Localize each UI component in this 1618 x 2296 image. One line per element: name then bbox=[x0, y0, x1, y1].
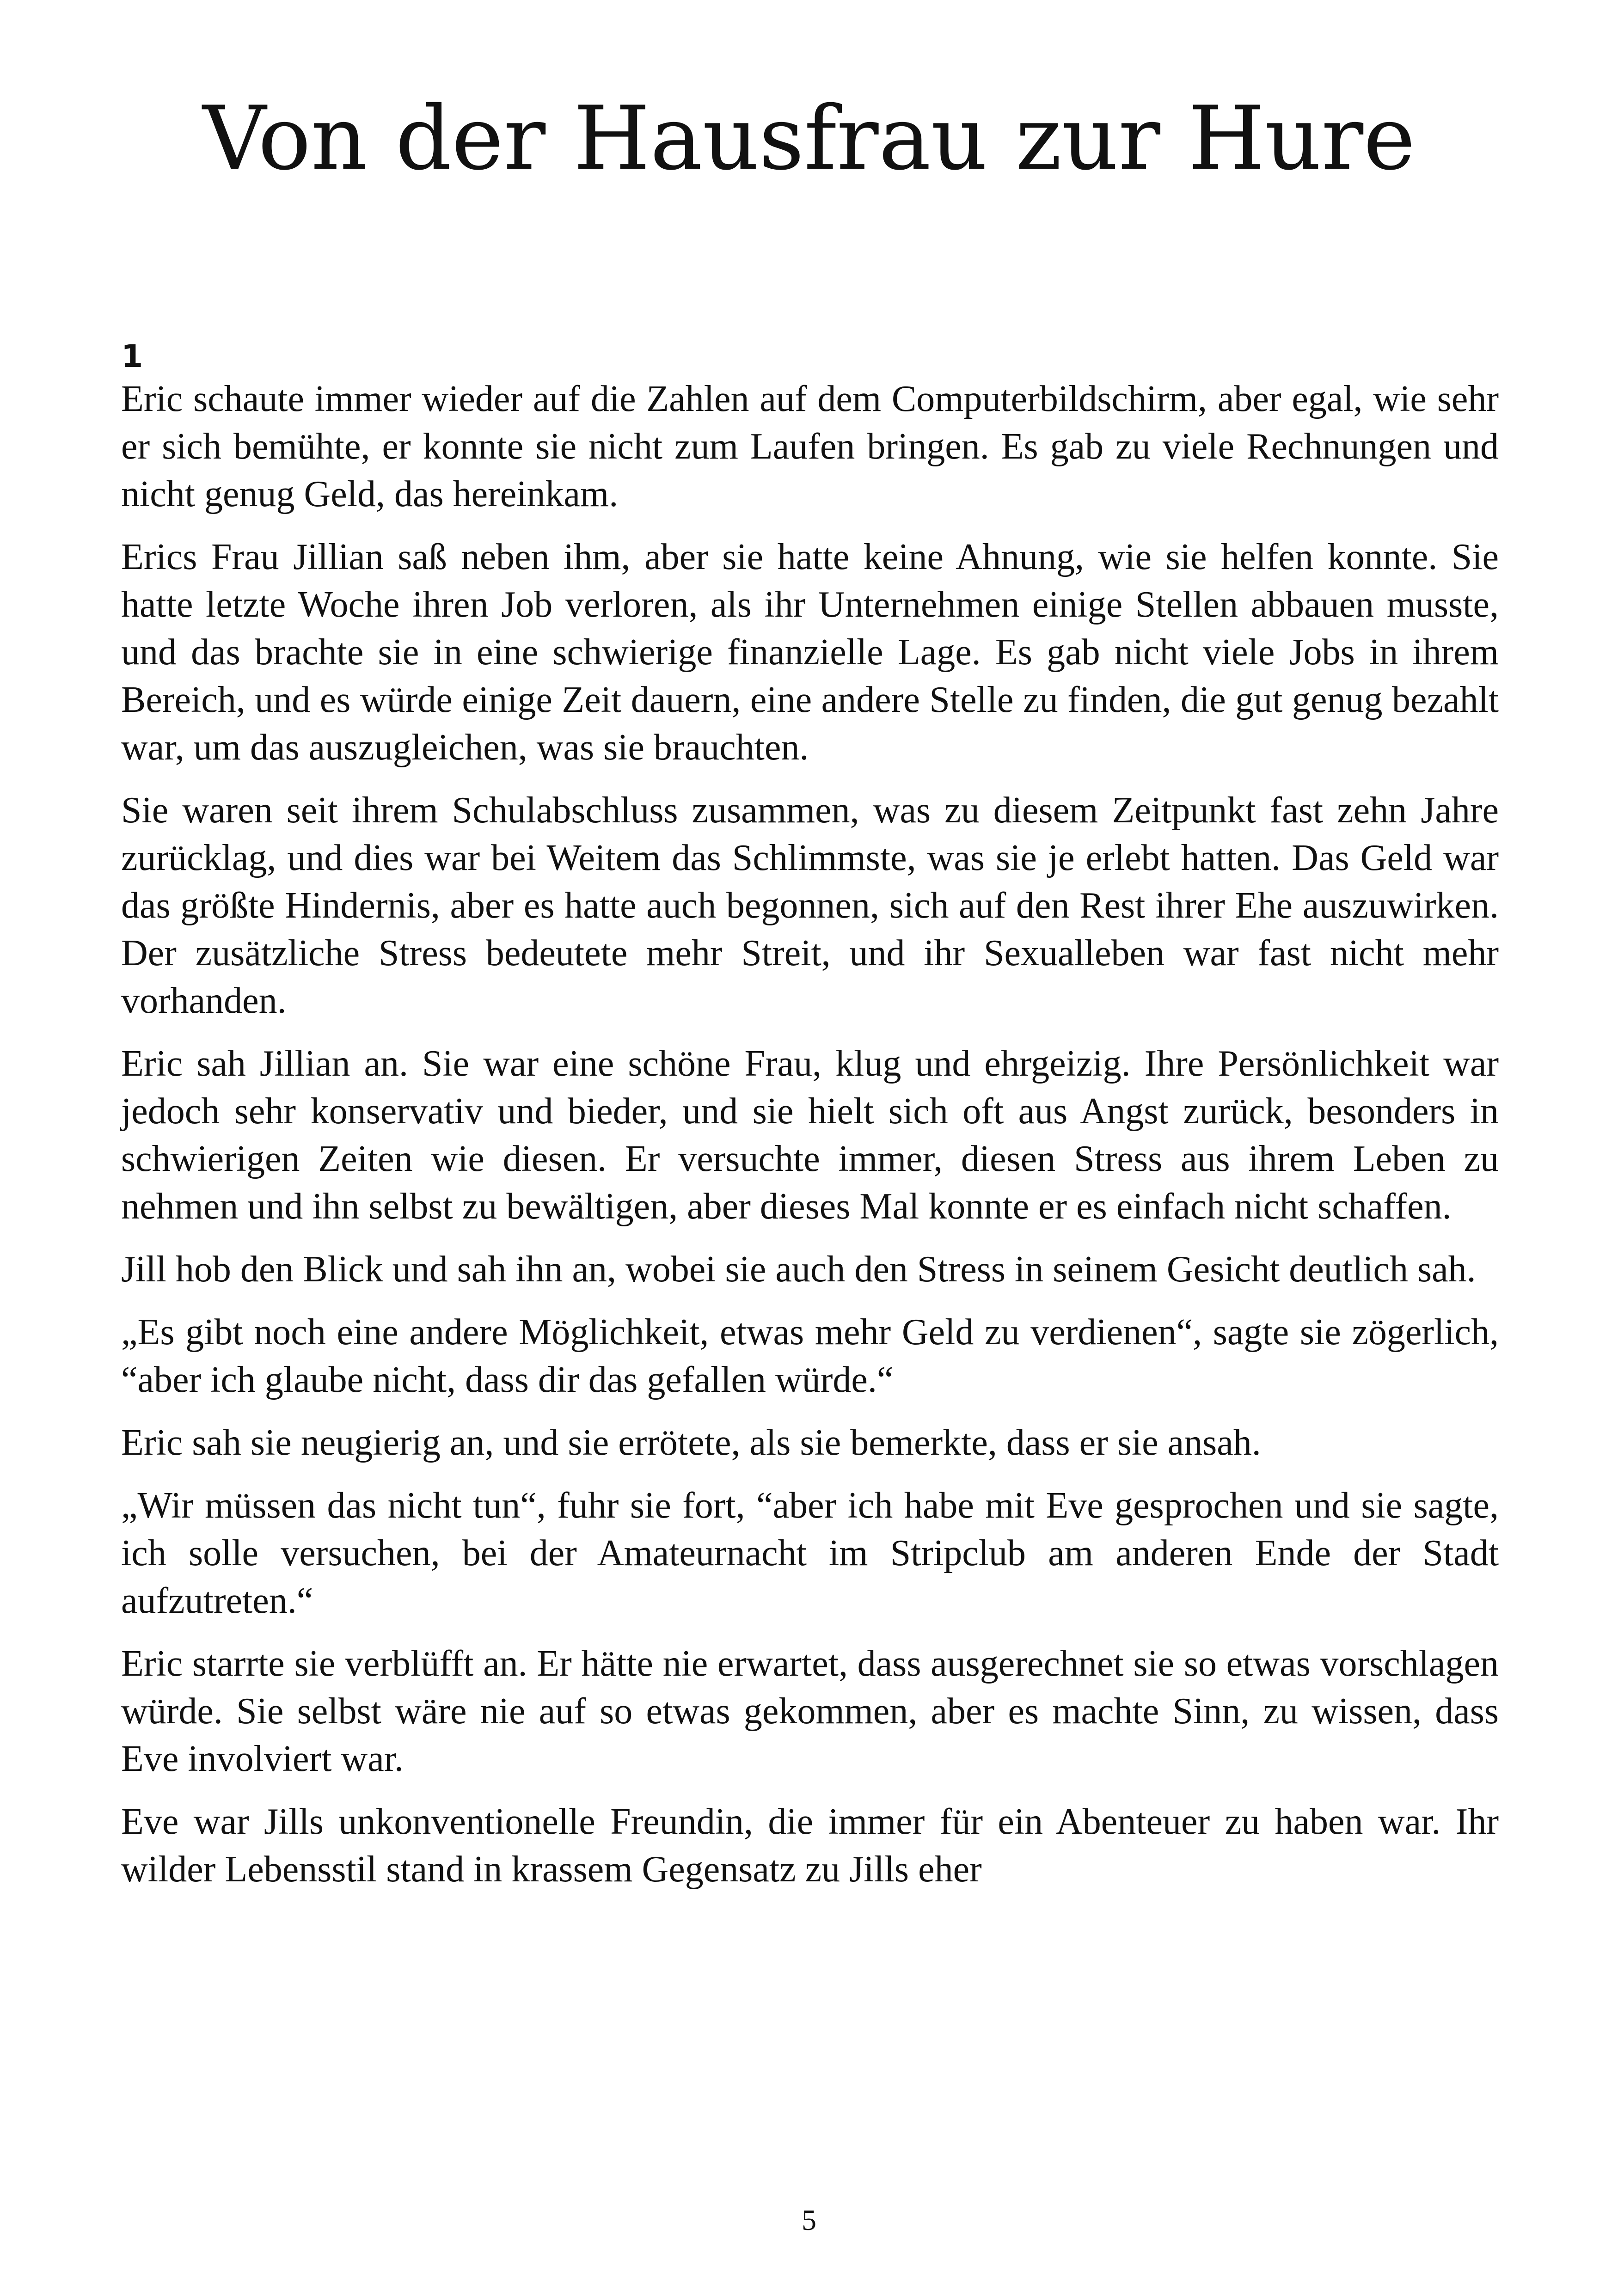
page-number: 5 bbox=[802, 2204, 816, 2236]
paragraph: Erics Frau Jillian saß neben ihm, aber sie hatte keine Ahnung, wie sie helfen konnte. Sie hatte letzte Woche ihren Job verloren, als ihr Unternehmen einige Stellen abbauen musste, und das brachte sie in eine schwierige finanzielle Lage. Es gab nicht viele Jobs in ihrem Bereich, und es würde einige Zeit dauern, eine andere Stelle zu finden, die gut genug bezahlt war, um das auszugleichen, was sie brauchten. bbox=[121, 537, 1499, 768]
paragraph: Eve war Jills unkonventionelle Freundin, die immer für ein Abenteuer zu haben war. Ihr wilder Lebensstil stand in krassem Gegensatz zu Jills eher bbox=[121, 1801, 1499, 1890]
document-title: Von der Hausfrau zur Hure bbox=[202, 87, 1416, 190]
paragraph: „Es gibt noch eine andere Möglichkeit, etwas mehr Geld zu verdienen“, sagte sie zögerlich, “aber ich glaube nicht, dass dir das gefallen würde.“ bbox=[121, 1312, 1499, 1400]
body-text bbox=[121, 375, 1499, 1909]
paragraph: Eric sah Jillian an. Sie war eine schöne Frau, klug und ehrgeizig. Ihre Persönlichkeit war jedoch sehr konservativ und bieder, und sie hielt sich oft aus Angst zurück, besonders in schwierigen Zeiten wie diesen. Er versuchte immer, diesen Stress aus ihrem Leben zu nehmen und ihn selbst zu bewältigen, aber dieses Mal konnte er es einfach nicht schaffen. bbox=[121, 1043, 1499, 1227]
chapter-number: 1 bbox=[121, 338, 143, 375]
paragraph: Eric schaute immer wieder auf die Zahlen auf dem Computerbildschirm, aber egal, wie sehr er sich bemühte, er konnte sie nicht zum Laufen bringen. Es gab zu viele Rechnungen und nicht genug Geld, das hereinkam. bbox=[121, 379, 1499, 514]
paragraph: „Wir müssen das nicht tun“, fuhr sie fort, “aber ich habe mit Eve gesprochen und sie sagte, ich solle versuchen, bei der Amateurnacht im Stripclub am anderen Ende der Stadt aufzutreten.“ bbox=[121, 1485, 1499, 1621]
paragraph: Eric starrte sie verblüfft an. Er hätte nie erwartet, dass ausgerechnet sie so etwas vorschlagen würde. Sie selbst wäre nie auf so etwas gekommen, aber es machte Sinn, zu wissen, dass Eve involviert war. bbox=[121, 1643, 1499, 1779]
paragraph: Eric sah sie neugierig an, und sie errötete, als sie bemerkte, dass er sie ansah. bbox=[121, 1422, 1261, 1463]
paragraph: Jill hob den Blick und sah ihn an, wobei sie auch den Stress in seinem Gesicht deutlich sah. bbox=[121, 1249, 1476, 1290]
paragraph: Sie waren seit ihrem Schulabschluss zusammen, was zu diesem Zeitpunkt fast zehn Jahre zurücklag, und dies war bei Weitem das Schlimmste, was sie je erlebt hatten. Das Geld war das größte Hindernis, aber es hatte auch begonnen, sich auf den Rest ihrer Ehe auszuwirken. Der zusätzliche Stress bedeutete mehr Streit, und ihr Sexualleben war fast nicht mehr vorhanden. bbox=[121, 790, 1499, 1021]
